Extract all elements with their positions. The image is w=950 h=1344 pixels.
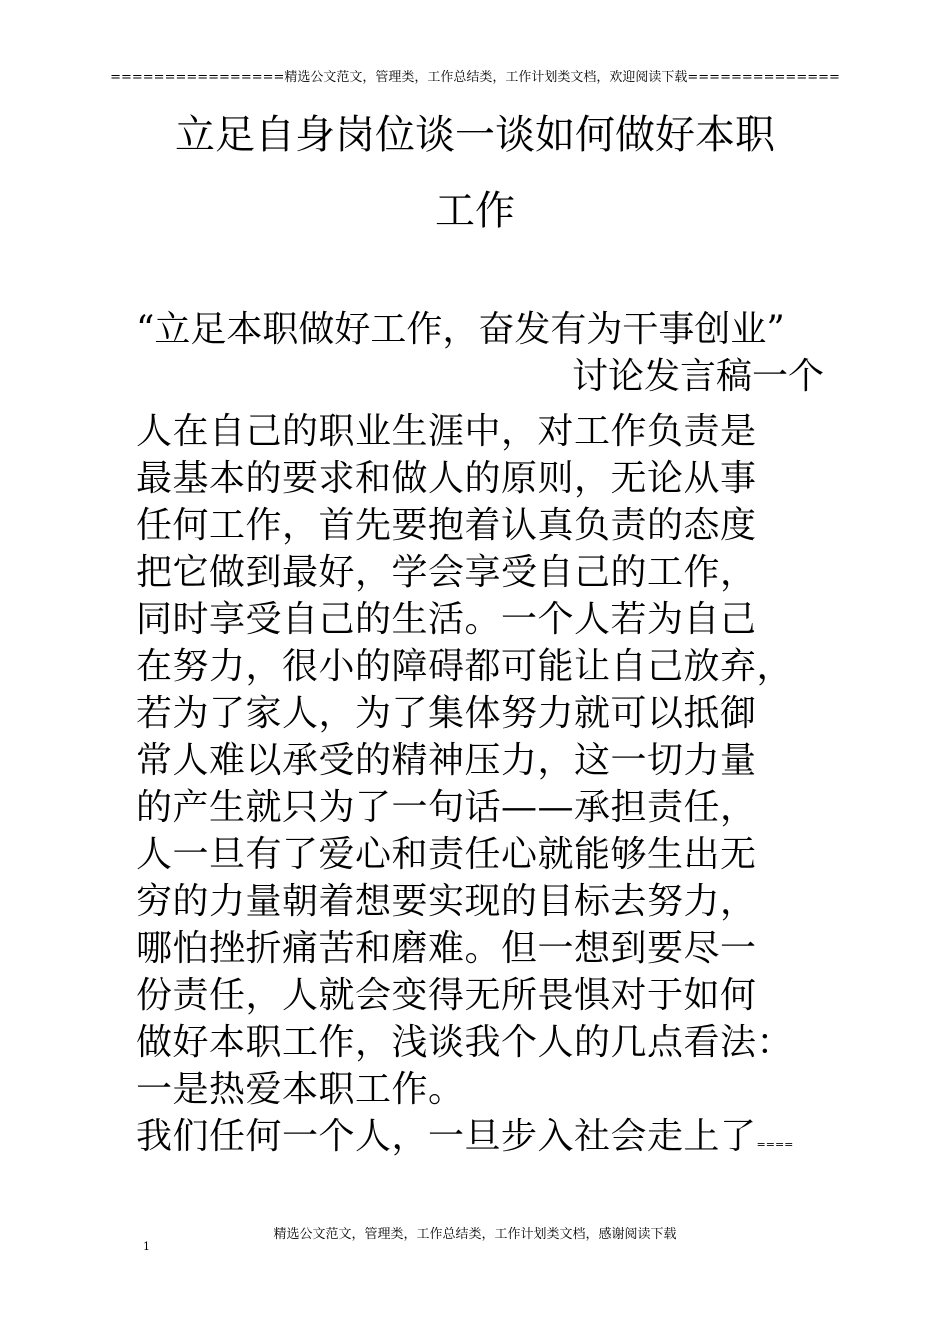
body-line: 常人难以承受的精神压力，这一切力量: [136, 740, 757, 781]
body-line: 最基本的要求和做人的原则，无论从事: [136, 458, 757, 499]
body-line: 哪怕挫折痛苦和磨难。但一想到要尽一: [136, 928, 757, 969]
body-line-text: 我们任何一个人，一旦步入社会走上了: [136, 1116, 757, 1157]
subtitle-line-1: “立足本职做好工作，奋发有为干事创业”: [136, 309, 785, 350]
body-line: 人在自己的职业生涯中，对工作负责是: [136, 411, 757, 452]
body-line: 一是热爱本职工作。: [136, 1069, 465, 1110]
document-title-line-1: 立足自身岗位谈一谈如何做好本职: [175, 112, 775, 158]
page-number: 1: [143, 1240, 150, 1253]
document-title-line-2: 工作: [435, 188, 515, 234]
body-line: 的产生就只为了一句话——承担责任，: [136, 787, 757, 828]
body-line-last: [136, 1113, 836, 1160]
body-line: 任何工作，首先要抱着认真负责的态度: [136, 505, 757, 546]
body-line: 把它做到最好，学会享受自己的工作，: [136, 552, 757, 593]
body-line: 穷的力量朝着想要实现的目标去努力，: [136, 881, 757, 922]
body-text: [136, 408, 836, 1160]
footer-text: 精选公文范文，管理类，工作总结类，工作计划类文档，感谢阅读下载: [273, 1227, 677, 1242]
body-line: 人一旦有了爱心和责任心就能够生出无: [136, 834, 757, 875]
body-line: 在努力，很小的障碍都可能让自己放弃，: [136, 646, 794, 687]
body-line: 份责任，人就会变得无所畏惧对于如何: [136, 975, 757, 1016]
body-line-tail: ====: [756, 1138, 794, 1151]
body-line: 若为了家人，为了集体努力就可以抵御: [136, 693, 757, 734]
subtitle-line-2: 讨论发言稿一个: [571, 356, 824, 397]
body-line: 做好本职工作，浅谈我个人的几点看法：: [136, 1022, 794, 1063]
body-line: 同时享受自己的生活。一个人若为自己: [136, 599, 757, 640]
header-banner: ================精选公文范文，管理类，工作总结类，工作计划类文档，欢迎阅读下载==============: [110, 70, 840, 85]
